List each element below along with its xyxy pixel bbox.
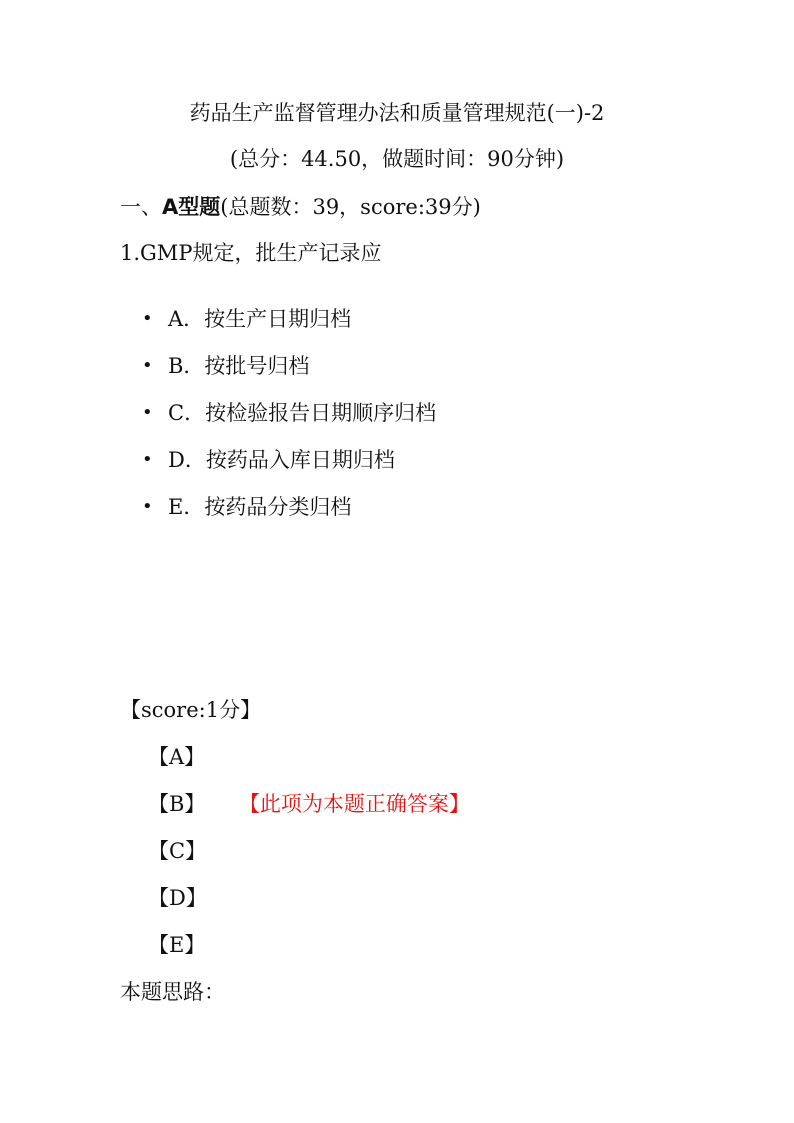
option-label: E．按药品分类归档 xyxy=(168,495,352,519)
answer-label: 【B】 xyxy=(148,792,206,816)
option-label: D．按药品入库日期归档 xyxy=(168,448,395,472)
bullet-icon: • xyxy=(142,449,153,470)
answer-d xyxy=(148,884,207,912)
answer-label: 【A】 xyxy=(148,745,206,769)
answer-a xyxy=(148,743,205,771)
option-label: B．按批号归档 xyxy=(168,354,310,378)
answer-label: 【C】 xyxy=(148,839,207,863)
question-text: 1.GMP规定，批生产记录应 xyxy=(120,241,382,265)
correct-answer-note: 【此项为本题正确答案】 xyxy=(249,792,470,816)
option-d xyxy=(140,445,436,492)
score-label: 【score:1分】 xyxy=(120,698,262,722)
answer-b xyxy=(148,790,470,818)
section-heading xyxy=(120,193,481,221)
option-b xyxy=(140,351,436,398)
option-label: C．按检验报告日期顺序归档 xyxy=(168,401,437,425)
answer-c xyxy=(148,837,206,865)
option-label: A．按生产日期归档 xyxy=(168,307,352,331)
option-e xyxy=(140,492,436,539)
section-name: A型题 xyxy=(162,195,221,219)
bullet-icon: • xyxy=(142,496,153,517)
answer-label: 【E】 xyxy=(148,933,206,957)
bullet-icon: • xyxy=(142,308,153,329)
bullet-icon: • xyxy=(142,402,153,423)
bullet-icon: • xyxy=(142,355,153,376)
document-title: 药品生产监督管理办法和质量管理规范(一)-2 xyxy=(189,101,605,125)
option-list xyxy=(140,304,436,539)
explanation-label: 本题思路： xyxy=(120,980,225,1004)
answer-e xyxy=(148,931,205,959)
option-a xyxy=(140,304,436,351)
document-subtitle: (总分：44.50，做题时间：90分钟) xyxy=(229,147,565,171)
answer-label: 【D】 xyxy=(148,886,207,910)
section-prefix: 一、 xyxy=(120,195,162,219)
section-info: (总题数：39，score:39分) xyxy=(220,195,481,219)
option-c xyxy=(140,398,436,445)
